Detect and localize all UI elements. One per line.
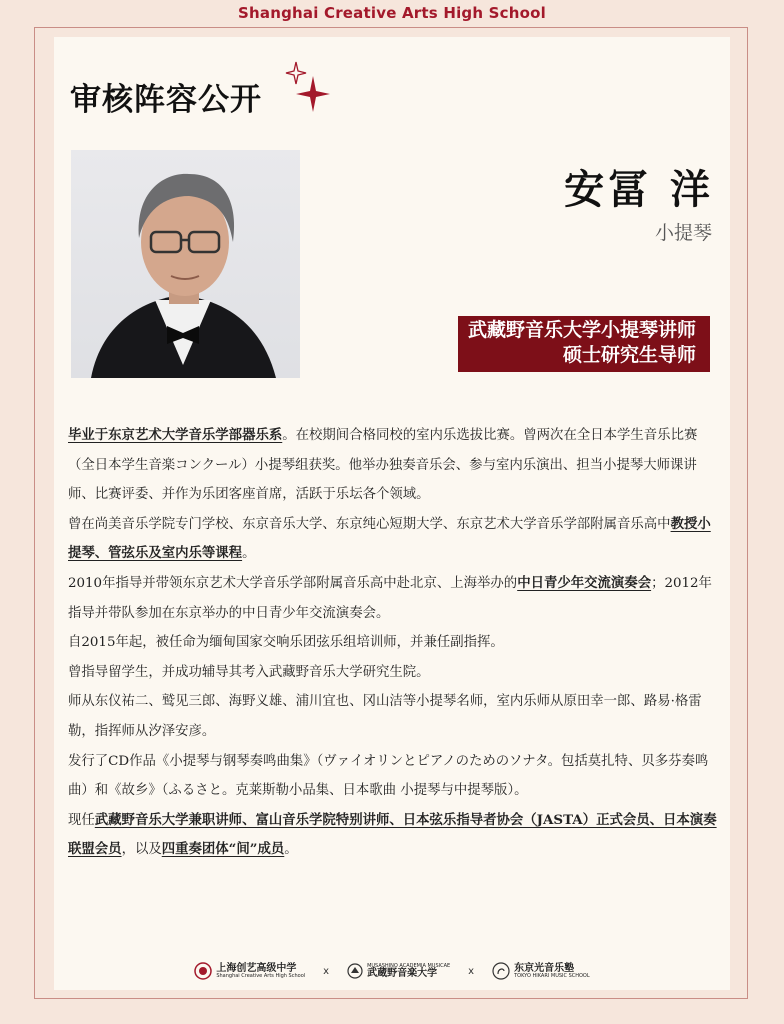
logo-separator: x	[323, 965, 330, 977]
person-portrait-icon	[71, 150, 300, 378]
page-heading: 审核阵容公开	[70, 82, 262, 118]
bio-highlight: 毕业于东京艺术大学音乐学部器乐系	[68, 427, 283, 443]
bio-paragraph: 发行了CD作品《小提琴与钢琴奏鸣曲集》（ヴァイオリンとピアノのためのソナタ。包括莫扎特、贝多芬奏鸣曲）和《故乡》（ふるさと。克莱斯勒小品集、日本歌曲 小提琴与中提琴版）。	[68, 753, 709, 799]
bio-paragraph: 自2015年起，被任命为缅甸国家交响乐团弦乐组培训师，并兼任副指挥。	[68, 635, 504, 651]
bio-text: 。在校期间合格同校的室内乐选拔比赛。曾两次在全日本学生音乐比赛（全日本学生音楽コンクール）小提琴组获奖。他举办独奏音乐会、参与室内乐演出、担当小提琴大师课讲师、比赛评委、并作为乐团客座首席，活跃于乐坛各个领域。	[68, 428, 698, 503]
sparkle-icon	[284, 60, 334, 116]
position-title-line: 硕士研究生导师	[562, 344, 696, 366]
biography	[68, 421, 718, 865]
bio-paragraph	[68, 806, 718, 865]
logo2-latin: MUSASHINO ACADEMIA MUSICAE	[367, 962, 451, 969]
instrument-label: 小提琴	[654, 222, 712, 244]
musashino-emblem-icon	[347, 963, 363, 979]
bio-highlight: 教授小提琴、管弦乐及室内乐等课程	[68, 515, 711, 562]
shanghai-creative-arts-logo	[194, 962, 305, 980]
bio-text: 2010年指导并带领东京艺术大学音乐学部附属音乐高中赴北京、上海举办的	[68, 575, 518, 591]
logo3-english: TOKYO HIKARI MUSIC SCHOOL	[514, 972, 590, 979]
bio-paragraph: 曾指导留学生，并成功辅导其考入武藏野音乐大学研究生院。	[68, 664, 430, 680]
portrait-photo	[71, 150, 300, 378]
footer-logos	[0, 958, 784, 984]
bio-text: ，以及	[121, 842, 162, 858]
bio-paragraph	[68, 569, 718, 628]
logo2-chinese: 武蔵野音楽大学	[367, 967, 438, 979]
bio-highlight: 中日青少年交流演奏会	[517, 574, 652, 591]
bio-text: ；2012年指导并带队参加在东京举办的中日青少年交流演奏会。	[68, 575, 712, 621]
person-name: 安冨 洋	[564, 166, 714, 213]
school-header: Shanghai Creative Arts High School	[238, 4, 546, 22]
bio-paragraph	[68, 510, 718, 569]
position-title-line: 武藏野音乐大学小提琴讲师	[467, 319, 696, 341]
logo-separator: x	[468, 965, 475, 977]
logo1-english: Shanghai Creative Arts High School	[216, 972, 306, 979]
bio-highlight: 四重奏团体“间”成员	[161, 841, 285, 858]
position-title-box	[458, 316, 710, 372]
bio-text: 现任	[68, 812, 95, 828]
logo3-chinese: 东京光音乐塾	[514, 962, 575, 974]
school-emblem-icon	[194, 962, 212, 980]
tokyo-hikari-logo	[492, 962, 590, 980]
bio-text: 曾在尚美音乐学院专门学校、东京音乐大学、东京纯心短期大学、东京艺术大学音乐学部附属音乐高中	[68, 516, 671, 532]
bio-text: 。	[242, 546, 256, 562]
bio-highlight: 武藏野音乐大学兼职讲师、富山音乐学院特别讲师、日本弦乐指导者协会（JASTA）正式会员、日本演奏联盟会员	[68, 811, 717, 858]
tokyo-hikari-emblem-icon	[492, 962, 510, 980]
bio-paragraph	[68, 421, 718, 510]
bio-paragraph: 师从东仪祐二、鹫见三郎、海野义雄、浦川宜也、冈山洁等小提琴名师，室内乐师从原田幸一郎、路易·格雷勒，指挥师从汐泽安彦。	[68, 694, 702, 739]
bio-text: 。	[284, 842, 298, 858]
musashino-logo	[347, 963, 450, 979]
logo1-chinese: 上海创艺高级中学	[216, 962, 297, 974]
